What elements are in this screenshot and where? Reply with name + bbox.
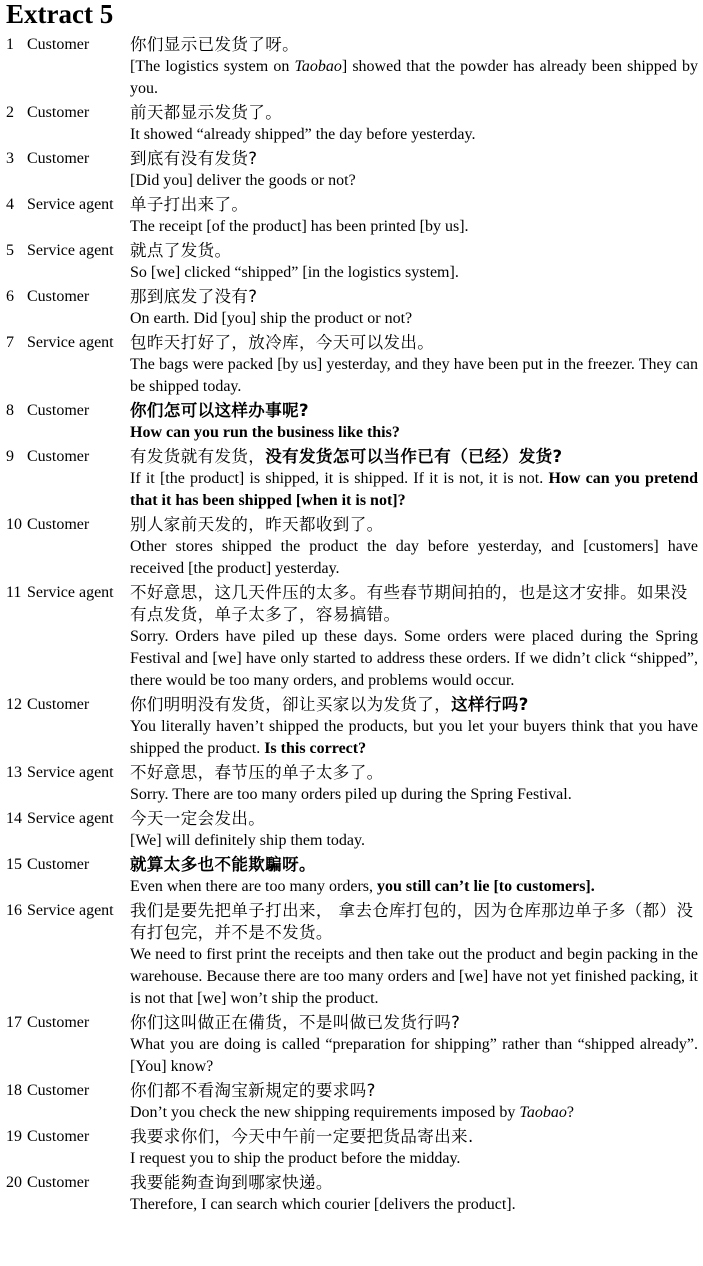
turn-speaker: Service agent (27, 242, 114, 259)
turn-17 (0, 1012, 703, 1078)
chinese-utterance: 就算太多也不能欺騙呀。 (130, 855, 316, 874)
turn-2 (0, 102, 703, 146)
english-translation: Therefore, I can search which courier [delivers the product]. (130, 1196, 516, 1213)
turn-number: 7 (6, 334, 14, 351)
turn-number: 20 (6, 1174, 22, 1191)
extract-title: Extract 5 (6, 0, 114, 29)
turn-speaker: Customer (27, 36, 90, 53)
turn-speaker: Customer (27, 448, 90, 465)
turn-20 (0, 1172, 703, 1216)
turn-speaker: Customer (27, 1174, 90, 1191)
turn-speaker: Service agent (27, 902, 114, 919)
english-translation: I request you to ship the product before the midday. (130, 1150, 461, 1167)
english-translation: Even when there are too many orders, you still can’t lie [to customers]. (130, 878, 595, 895)
turn-number: 13 (6, 764, 22, 781)
turn-speaker: Customer (27, 1014, 90, 1031)
chinese-utterance: 我要求你们，今天中午前一定要把货品寄出来. (130, 1127, 474, 1146)
turn-speaker: Customer (27, 1128, 90, 1145)
turn-number: 15 (6, 856, 22, 873)
chinese-utterance: 你们怎可以这样办事呢? (130, 401, 309, 420)
turn-speaker: Service agent (27, 810, 114, 827)
turn-9 (0, 446, 703, 512)
chinese-utterance: 有发货就有发货，没有发货怎可以当作已有（已经）发货? (130, 447, 563, 466)
turn-number: 1 (6, 36, 14, 53)
turn-6 (0, 286, 703, 330)
turn-speaker: Customer (27, 516, 90, 533)
chinese-utterance: 我要能夠查询到哪家快递。 (130, 1173, 333, 1192)
turn-14 (0, 808, 703, 852)
chinese-utterance: 别人家前天发的，昨天都收到了。 (130, 515, 384, 534)
turn-4 (0, 194, 703, 238)
turn-7 (0, 332, 703, 398)
english-translation: You literally haven’t shipped the products, but you let your buyers think that you have shipped the product. Is this correct? (130, 718, 698, 757)
turn-15 (0, 854, 703, 898)
turn-speaker: Customer (27, 288, 90, 305)
english-translation: Don’t you check the new shipping requirements imposed by Taobao? (130, 1104, 574, 1121)
turn-speaker: Customer (27, 150, 90, 167)
turn-speaker: Customer (27, 856, 90, 873)
turn-number: 4 (6, 196, 14, 213)
chinese-utterance: 到底有没有发货? (130, 149, 258, 168)
turn-speaker: Service agent (27, 764, 114, 781)
turn-16 (0, 900, 703, 1010)
turn-12 (0, 694, 703, 760)
turn-speaker: Customer (27, 104, 90, 121)
chinese-utterance: 我们是要先把单子打出来， 拿去仓库打包的，因为仓库那边单子多（都）没有打包完，并不是不发货。 (130, 901, 694, 942)
english-translation: Sorry. Orders have piled up these days. Some orders were placed during the Spring Festival and [we] have only started to address these orders. If we didn’t click “shipped”, there would be too many orders, and problems would occur. (130, 628, 698, 689)
turn-number: 11 (6, 584, 22, 601)
turn-8 (0, 400, 703, 444)
chinese-utterance: 今天一定会发出。 (130, 809, 266, 828)
english-translation: If it [the product] is shipped, it is shipped. If it is not, it is not. How can you pretend that it has been shipped [when it is not]? (130, 470, 699, 509)
transcript (0, 34, 703, 1218)
chinese-utterance: 那到底发了没有? (130, 287, 258, 306)
english-translation: What you are doing is called “preparation for shipping” rather than “shipped already”. [You] know? (130, 1036, 698, 1075)
chinese-utterance: 前天都显示发货了。 (130, 103, 283, 122)
english-translation: We need to first print the receipts and then take out the product and begin packing in the warehouse. Because there are too many orders and [we] have not yet finished packing, it is not that [we] won’t ship the product. (130, 946, 698, 1007)
turn-number: 10 (6, 516, 22, 533)
turn-number: 19 (6, 1128, 22, 1145)
turn-10 (0, 514, 703, 580)
chinese-utterance: 你们这叫做正在備货，不是叫做已发货行吗? (130, 1013, 461, 1032)
turn-speaker: Service agent (27, 584, 114, 601)
english-translation: The bags were packed [by us] yesterday, and they have been put in the freezer. They can be shipped today. (130, 356, 698, 395)
english-translation: [We] will definitely ship them today. (130, 832, 365, 849)
chinese-utterance: 不好意思，这几天件压的太多。有些春节期间拍的，也是这才安排。如果没有点发货，单子太多了，容易搞错。 (130, 583, 688, 624)
turn-3 (0, 148, 703, 192)
chinese-utterance: 你们显示已发货了呀。 (130, 35, 299, 54)
turn-13 (0, 762, 703, 806)
chinese-utterance: 就点了发货。 (130, 241, 232, 260)
turn-speaker: Service agent (27, 196, 114, 213)
english-translation: Sorry. There are too many orders piled up during the Spring Festival. (130, 786, 572, 803)
chinese-utterance: 单子打出来了。 (130, 195, 249, 214)
turn-number: 9 (6, 448, 14, 465)
chinese-utterance: 包昨天打好了，放冷库，今天可以发出。 (130, 333, 435, 352)
english-translation: How can you run the business like this? (130, 424, 400, 441)
turn-speaker: Customer (27, 402, 90, 419)
english-translation: The receipt [of the product] has been printed [by us]. (130, 218, 469, 235)
turn-number: 5 (6, 242, 14, 259)
english-translation: [Did you] deliver the goods or not? (130, 172, 356, 189)
chinese-utterance: 你们都不看淘宝新規定的要求吗? (130, 1081, 376, 1100)
chinese-utterance: 你们明明没有发货，卻让买家以为发货了，这样行吗? (130, 695, 529, 714)
turn-number: 14 (6, 810, 22, 827)
turn-number: 18 (6, 1082, 22, 1099)
turn-speaker: Service agent (27, 334, 114, 351)
turn-19 (0, 1126, 703, 1170)
turn-18 (0, 1080, 703, 1124)
english-translation: On earth. Did [you] ship the product or not? (130, 310, 413, 327)
turn-number: 12 (6, 696, 22, 713)
turn-number: 16 (6, 902, 22, 919)
chinese-utterance: 不好意思，春节压的单子太多了。 (130, 763, 384, 782)
turn-number: 3 (6, 150, 14, 167)
turn-11 (0, 582, 703, 692)
turn-speaker: Customer (27, 1082, 90, 1099)
turn-number: 2 (6, 104, 14, 121)
turn-5 (0, 240, 703, 284)
turn-number: 8 (6, 402, 14, 419)
english-translation: [The logistics system on Taobao] showed that the powder has already been shipped by you. (130, 58, 698, 97)
english-translation: So [we] clicked “shipped” [in the logistics system]. (130, 264, 459, 281)
english-translation: Other stores shipped the product the day before yesterday, and [customers] have received [the product] yesterday. (130, 538, 698, 577)
turn-speaker: Customer (27, 696, 90, 713)
turn-number: 6 (6, 288, 14, 305)
turn-1 (0, 34, 703, 100)
turn-number: 17 (6, 1014, 22, 1031)
english-translation: It showed “already shipped” the day before yesterday. (130, 126, 476, 143)
